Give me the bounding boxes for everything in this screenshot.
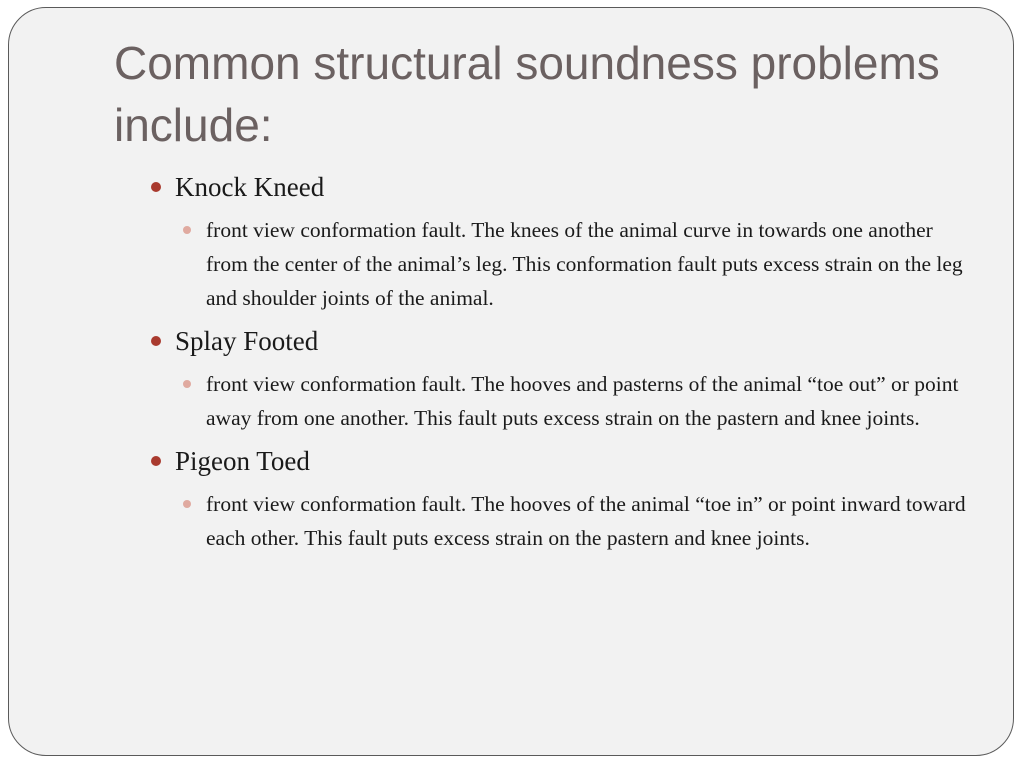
slide bbox=[8, 7, 1014, 756]
list-item-knock-kneed bbox=[139, 170, 969, 315]
item-heading bbox=[139, 170, 969, 204]
bullet-dot-icon bbox=[151, 456, 161, 466]
sub-list bbox=[139, 213, 969, 315]
list-item-splay-footed bbox=[139, 324, 969, 435]
sub-list-item bbox=[139, 213, 969, 315]
sub-list bbox=[139, 367, 969, 435]
sub-list-item bbox=[139, 367, 969, 435]
list-item-pigeon-toed bbox=[139, 444, 969, 555]
sub-bullet-dot-icon bbox=[183, 500, 191, 508]
slide-title: Common structural soundness problems include: bbox=[114, 37, 940, 151]
item-detail-text: front view conformation fault. The hooves and pasterns of the animal “toe out” or point away from one another. This fault puts excess strain on the pastern and knee joints. bbox=[206, 372, 959, 430]
item-heading-text: Splay Footed bbox=[175, 326, 319, 356]
item-heading-text: Pigeon Toed bbox=[175, 446, 310, 476]
bullet-list bbox=[139, 170, 969, 564]
bullet-dot-icon bbox=[151, 182, 161, 192]
sub-list-item bbox=[139, 487, 969, 555]
item-detail-text: front view conformation fault. The hooves of the animal “toe in” or point inward toward each other. This fault puts excess strain on the pastern and knee joints. bbox=[206, 492, 966, 550]
bullet-dot-icon bbox=[151, 336, 161, 346]
sub-bullet-dot-icon bbox=[183, 380, 191, 388]
sub-bullet-dot-icon bbox=[183, 226, 191, 234]
item-heading bbox=[139, 444, 969, 478]
item-detail-text: front view conformation fault. The knees of the animal curve in towards one another from the center of the animal’s leg. This conformation fault puts excess strain on the leg and shoulder joints of the animal. bbox=[206, 218, 963, 310]
item-heading bbox=[139, 324, 969, 358]
item-heading-text: Knock Kneed bbox=[175, 172, 325, 202]
sub-list bbox=[139, 487, 969, 555]
